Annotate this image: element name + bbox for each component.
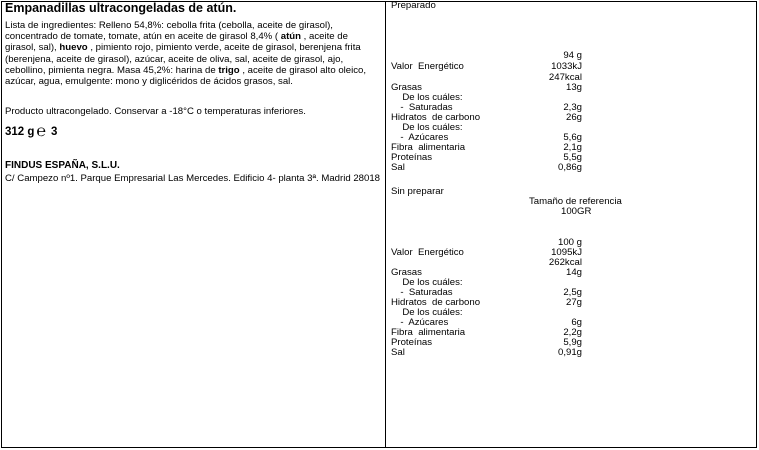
unit-count: 3	[51, 126, 58, 138]
nutrient-value: 5,9g	[563, 337, 582, 348]
prepared-portion: 94 g	[563, 50, 582, 61]
nutrient-label: Fibra alimentaria	[391, 142, 466, 153]
reference-size-label: Tamaño de referencia	[529, 196, 622, 207]
reference-size-value: 100GR	[561, 206, 592, 217]
nutrient-value: 247kcal	[548, 72, 582, 83]
company-address: C/ Campezo nº1. Parque Empresarial Las Mercedes. Edificio 4- planta 3ª. Madrid 28018	[5, 173, 381, 184]
ingredients-text: , pimiento rojo, pimiento verde, aceite de girasol, berenjena frita (berenjena, aceite de girasol), azúcar, aceite de oliva, sal, aceite de girasol, ajo, cebollino, pimienta negra. Masa 45,2%: harina de	[5, 42, 361, 76]
nutrient-label: Hidratos de carbono	[391, 297, 481, 308]
estimated-sign-icon: ℮	[36, 123, 47, 140]
unprepared-heading: Sin preparar	[391, 186, 444, 197]
nutrient-value: 1095kJ	[551, 247, 582, 258]
ingredients-text: , aceite de girasol alto oleico, azúcar, agua, emulgente: mono y diglicéridos de ácidos grasos, sal.	[5, 64, 367, 88]
nutrient-label: Grasas	[391, 267, 422, 278]
nutrient-value: 5,6g	[563, 132, 582, 143]
product-title: Empanadillas ultracongeladas de atún.	[5, 1, 237, 15]
nutrient-value: 13g	[565, 82, 582, 93]
nutrient-label: Hidratos de carbono	[391, 112, 481, 123]
nutrient-label: Sal	[391, 162, 405, 173]
nutrient-value: 6g	[571, 317, 582, 328]
allergen-tuna: atún	[280, 31, 301, 43]
nutrient-value: 2,2g	[563, 327, 582, 338]
nutrient-value: 1033kJ	[551, 61, 582, 72]
nutrient-label: - Azúcares	[395, 317, 449, 328]
nutrient-label: Valor Energético	[391, 61, 464, 72]
nutrient-label: Proteínas	[391, 152, 433, 163]
nutrient-label: - Azúcares	[395, 132, 449, 143]
company-name: FINDUS ESPAÑA, S.L.U.	[5, 160, 120, 171]
nutrient-label: - Saturadas	[395, 287, 453, 298]
nutrient-value: 26g	[565, 112, 582, 123]
nutrient-label: De los cuáles:	[397, 307, 463, 318]
nutrient-label: Grasas	[391, 82, 422, 93]
nutrient-label: Fibra alimentaria	[391, 327, 466, 338]
unprepared-portion: 100 g	[557, 237, 582, 248]
nutrient-value: 5,5g	[563, 152, 582, 163]
nutrient-label: Proteínas	[391, 337, 433, 348]
nutrient-value: 2,1g	[563, 142, 582, 153]
nutrient-value: 0,86g	[557, 162, 582, 173]
nutrient-value: 27g	[565, 297, 582, 308]
ingredients-text: , aceite de girasol, sal),	[5, 31, 348, 54]
nutrient-value: 262kcal	[548, 257, 582, 268]
allergen-wheat: trigo	[218, 64, 240, 76]
nutrient-value: 2,3g	[563, 102, 582, 113]
nutrient-value: 14g	[565, 267, 582, 278]
nutrient-label: De los cuáles:	[397, 92, 463, 103]
storage-instructions: Producto ultracongelado. Conservar a -18°C o temperaturas inferiores.	[5, 106, 306, 117]
nutrient-label: - Saturadas	[395, 102, 453, 113]
nutrient-label: Valor Energético	[391, 247, 464, 258]
nutrient-label: De los cuáles:	[397, 122, 463, 133]
ingredients-list	[5, 20, 377, 87]
nutrient-value: 0,91g	[557, 347, 582, 358]
nutrient-label: Sal	[391, 347, 405, 358]
nutrient-label: De los cuáles:	[397, 277, 463, 288]
allergen-egg: huevo	[59, 42, 88, 54]
ingredients-text: Lista de ingredientes: Relleno 54,8%: cebolla frita (cebolla, aceite de girasol), concentrado de tomate, tomate, atún en aceite de girasol 8,4% (	[5, 20, 333, 43]
net-weight	[5, 123, 58, 140]
prepared-heading: Preparado	[391, 0, 436, 11]
column-divider	[385, 1, 386, 448]
weight-value: 312 g	[5, 126, 35, 138]
nutrient-value: 2,5g	[563, 287, 582, 298]
